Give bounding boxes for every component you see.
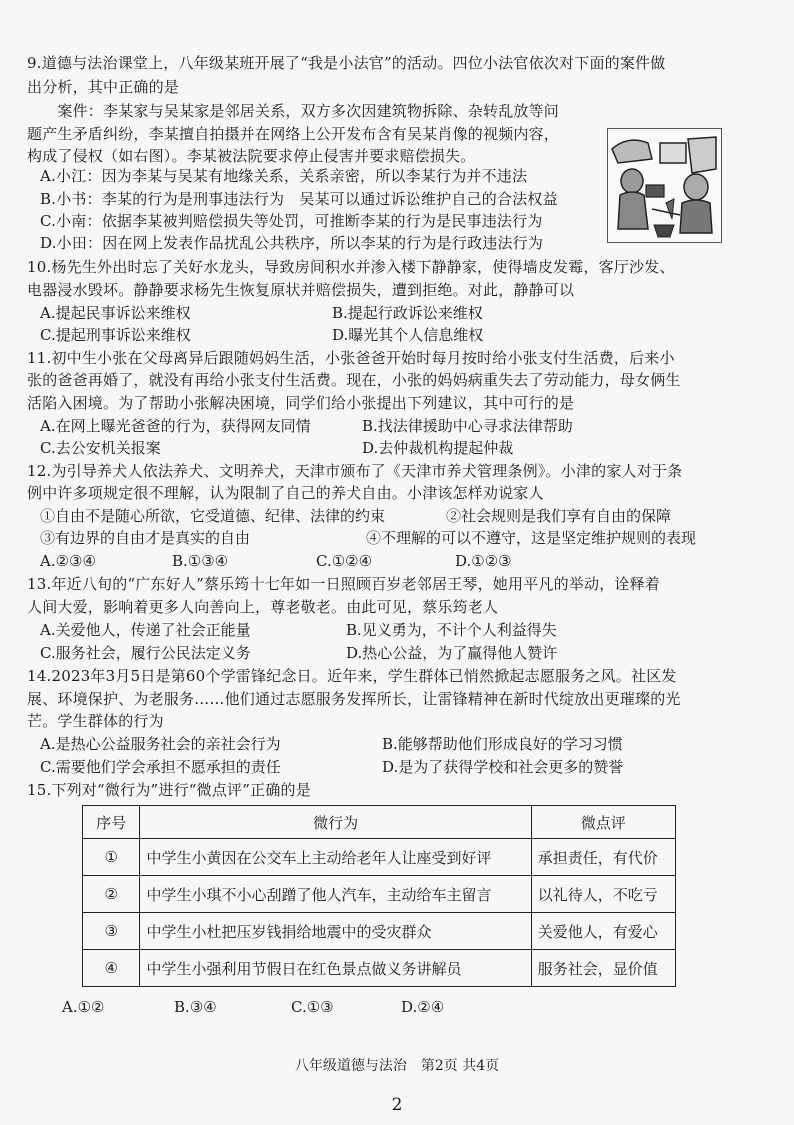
- q10-stem-line2: 电器浸水毁坏。静静要求杨先生恢复原状并赔偿损失，遭到拒绝。对此，静静可以: [27, 281, 575, 299]
- q12-option-b: B.①③④: [172, 552, 229, 570]
- table-cell-behavior: 中学生小琪不小心刮蹭了他人汽车，主动给车主留言: [140, 876, 531, 913]
- table-header-index: 序号: [83, 806, 140, 839]
- q15-table: [82, 805, 676, 987]
- page-footer: 八年级道德与法治 第2页 共4页: [294, 1058, 500, 1074]
- q14-stem-line1: 14.2023年3月5日是第60个学雷锋纪念日。近年来，学生群体已悄然掀起志愿服务之风。社区发: [27, 667, 677, 685]
- q12-option-a: A.②③④: [40, 552, 96, 570]
- q9-case-line2: 题产生矛盾纠纷，李某擅自拍摄并在网络上公开发布含有吴某肖像的视频内容，: [27, 125, 560, 143]
- q15-option-b: B.③④: [174, 998, 217, 1016]
- q13-stem-line2: 人间大爱，影响着更多人向善向上，尊老敬老。由此可见，蔡乐筠老人: [27, 598, 499, 616]
- q10-stem-line1: 10.杨先生外出时忘了关好水龙头，导致房间积水并渗入楼下静静家，使得墙皮发霉，客厅沙发、: [27, 258, 675, 276]
- page-number: 2: [391, 1095, 403, 1115]
- q9-case-line1: 案件：李某家与吴某家是邻居关系，双方多次因建筑物拆除、杂转乱放等问: [27, 102, 560, 120]
- q14-option-d: D.是为了获得学校和社会更多的赞誉: [382, 758, 624, 776]
- q15-option-c: C.①③: [291, 998, 334, 1016]
- q10-option-c: C.提起刑事诉讼来维权: [40, 326, 191, 344]
- q9-option-a: A.小江：因为李某与吴某有地缘关系，关系亲密，所以李某行为并不违法: [40, 167, 528, 185]
- table-cell-behavior: 中学生小杜把压岁钱捐给地震中的受灾群众: [140, 913, 531, 950]
- q12-stem-line1: 12.为引导养犬人依法养犬、文明养犬，天津市颁布了《天津市养犬管理条例》。小津的家人对于条: [27, 462, 683, 480]
- q11-stem-line1: 11.初中生小张在父母离异后跟随妈妈生活，小张爸爸开始时每月按时给小张支付生活费，后来小: [27, 349, 675, 367]
- q12-stem-line2: 例中许多项规定很不理解，认为限制了自己的养犬自由。小津该怎样劝说家人: [27, 484, 544, 502]
- q9-stem-line2: 出分析，其中正确的是: [27, 78, 180, 96]
- q14-option-b: B.能够帮助他们形成良好的学习习惯: [382, 735, 623, 753]
- q9-option-c: C.小南：依据李某被判赔偿损失等处罚，可推断李某的行为是民事违法行为: [40, 212, 543, 230]
- q10-option-a: A.提起民事诉讼来维权: [40, 304, 191, 322]
- q12-statement-2: ②社会规则是我们享有自由的保障: [446, 507, 672, 525]
- q14-stem-line3: 芒。学生群体的行为: [27, 712, 164, 730]
- cartoon-neighbors-illustration: [608, 129, 721, 242]
- q13-option-b: B.见义勇为，不计个人利益得失: [346, 621, 557, 639]
- q11-stem-line2: 张的爸爸再婚了，就没有再给小张支付生活费。现在，小张的妈妈病重失去了劳动能力，母女俩生: [27, 371, 681, 389]
- table-row: [83, 839, 676, 876]
- q9-option-d: D.小田：因在网上发表作品扰乱公共秩序，所以李某的行为是行政违法行为: [40, 234, 544, 252]
- q15-option-d: D.②④: [401, 998, 445, 1016]
- q12-statement-1: ①自由不是随心所欲，它受道德、纪律、法律的约束: [40, 507, 386, 525]
- q14-stem-line2: 展、环境保护、为老服务……他们通过志愿服务发挥所长，让雷锋精神在新时代绽放出更璀璨的光: [27, 690, 681, 708]
- table-row: [83, 913, 676, 950]
- q13-option-a: A.关爱他人，传递了社会正能量: [40, 621, 251, 639]
- q9-case-line3: 构成了侵权（如右图）。李某被法院要求停止侵害并要求赔偿损失。: [27, 147, 476, 165]
- table-row: [83, 950, 676, 987]
- table-header-comment: 微点评: [531, 806, 675, 839]
- case-illustration: [607, 128, 722, 243]
- q12-option-c: C.①②④: [316, 552, 373, 570]
- q10-option-d: D.曝光其个人信息维权: [332, 326, 484, 344]
- q12-option-d: D.①②③: [455, 552, 512, 570]
- table-header-behavior: 微行为: [140, 806, 531, 839]
- table-cell-index: ①: [83, 839, 140, 876]
- q14-option-a: A.是热心公益服务社会的亲社会行为: [40, 735, 281, 753]
- table-header-row: [83, 806, 676, 839]
- table-cell-behavior: 中学生小黄因在公交车上主动给老年人让座受到好评: [140, 839, 531, 876]
- q11-stem-line3: 活陷入困境。为了帮助小张解决困境，同学们给小张提出下列建议，其中可行的是: [27, 394, 575, 412]
- table-cell-comment: 承担责任，有代价: [531, 839, 675, 876]
- q11-option-d: D.去仲裁机构提起仲裁: [362, 439, 514, 457]
- table-cell-comment: 关爱他人，有爱心: [531, 913, 675, 950]
- q12-statement-4: ④不理解的可以不遵守，这是坚定维护规则的表现: [366, 529, 697, 547]
- q15-stem: 15.下列对“微行为”进行“微点评”正确的是: [27, 781, 311, 799]
- table-row: [83, 876, 676, 913]
- q11-option-a: A.在网上曝光爸爸的行为，获得网友同情: [40, 417, 311, 435]
- q13-stem-line1: 13.年近八旬的“广东好人”蔡乐筠十七年如一日照顾百岁老邻居王琴，她用平凡的举动，诠释着: [27, 575, 660, 593]
- table-cell-comment: 以礼待人，不吃亏: [531, 876, 675, 913]
- q11-option-b: B.找法律援助中心寻求法律帮助: [362, 417, 573, 435]
- q14-option-c: C.需要他们学会承担不愿承担的责任: [40, 758, 281, 776]
- table-cell-comment: 服务社会，显价值: [531, 950, 675, 987]
- q10-option-b: B.提起行政诉讼来维权: [332, 304, 483, 322]
- table-cell-index: ④: [83, 950, 140, 987]
- q15-option-a: A.①②: [62, 998, 105, 1016]
- q12-statement-3: ③有边界的自由才是真实的自由: [40, 529, 251, 547]
- table-cell-index: ③: [83, 913, 140, 950]
- table-cell-index: ②: [83, 876, 140, 913]
- table-cell-behavior: 中学生小强利用节假日在红色景点做义务讲解员: [140, 950, 531, 987]
- q13-option-c: C.服务社会，履行公民法定义务: [40, 644, 251, 662]
- q11-option-c: C.去公安机关报案: [40, 439, 161, 457]
- q9-stem-line1: 9.道德与法治课堂上，八年级某班开展了“我是小法官”的活动。四位小法官依次对下面的案件做: [27, 54, 666, 72]
- q13-option-d: D.热心公益，为了赢得他人赞许: [346, 644, 558, 662]
- q9-option-b: B.小书：李某的行为是刑事违法行为 吴某可以通过诉讼维护自己的合法权益: [40, 190, 558, 208]
